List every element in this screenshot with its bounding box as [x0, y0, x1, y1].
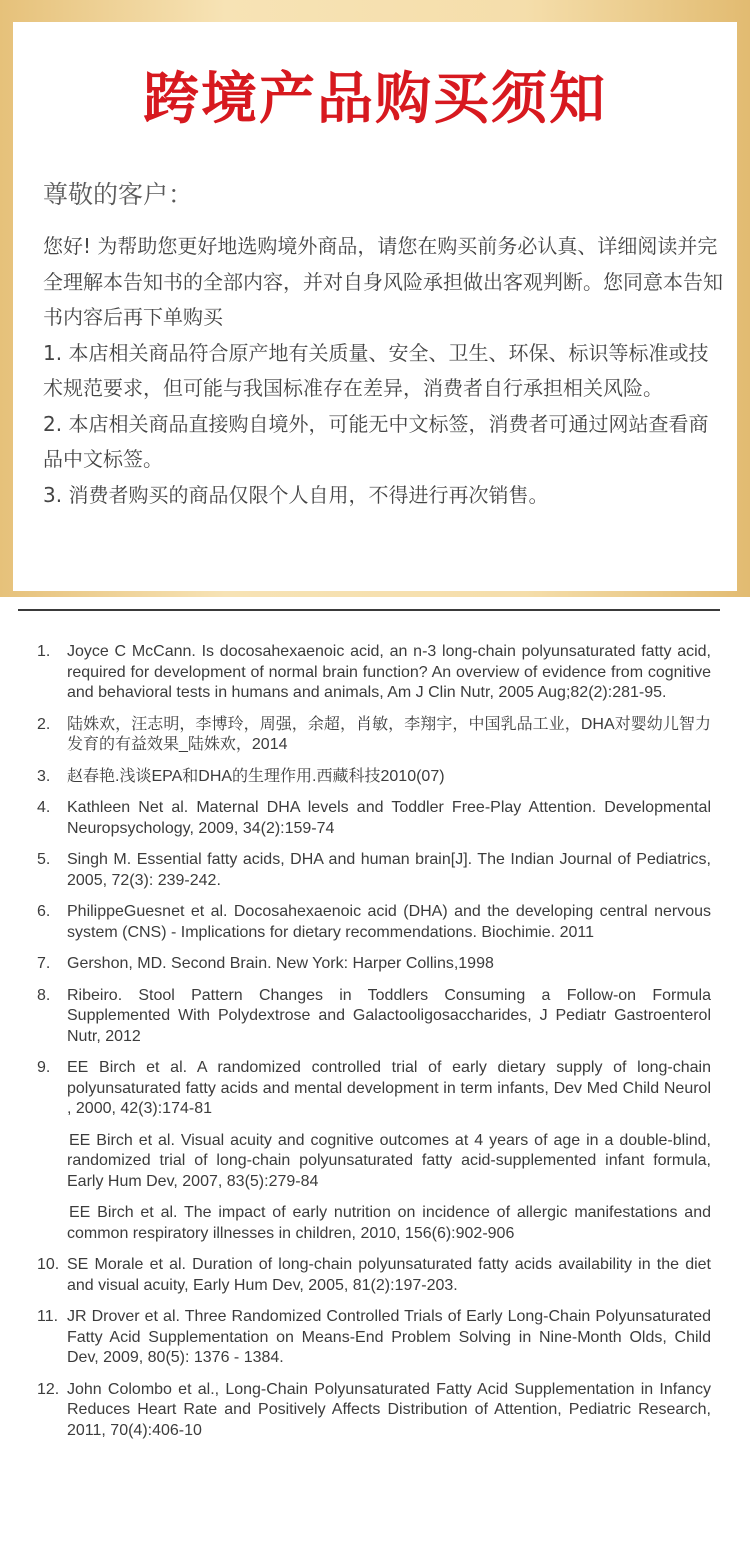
reference-item: [37, 1255, 711, 1296]
reference-item: [37, 1058, 711, 1244]
reference-text: EE Birch et al. A randomized controlled trial of early dietary supply of long-chain polyunsaturated fatty acids and mental development in term infants, Dev Med Child Neurol , 2000, 42(3):174-81: [67, 1059, 711, 1117]
reference-item: [37, 954, 711, 975]
reference-number: 5.: [37, 851, 51, 868]
reference-number: 10.: [37, 1256, 60, 1273]
notice-greeting: 尊敬的客户：: [43, 180, 194, 209]
section-divider: [18, 609, 720, 611]
notice-item: 3. 消费者购买的商品仅限个人自用，不得进行再次销售。: [43, 482, 549, 507]
notice-panel: [0, 0, 750, 597]
reference-text: Kathleen Net al. Maternal DHA levels and Toddler Free-Play Attention. Developmental Neuropsychology, 2009, 34(2):159-74: [67, 799, 711, 837]
reference-item: [37, 798, 711, 839]
reference-text: SE Morale et al. Duration of long-chain polyunsaturated fatty acids availability in the diet and visual acuity, Early Hum Dev, 2005, 81(2):197-203.: [67, 1256, 711, 1294]
reference-item: [37, 1307, 711, 1369]
reference-number: 2.: [37, 715, 51, 733]
notice-body: [43, 229, 723, 513]
notice-intro: 您好! 为帮助您更好地选购境外商品，请您在购买前务必认真、详细阅读并完全理解本告知书的全部内容，并对自身风险承担做出客观判断。您同意本告知书内容后再下单购买: [43, 234, 723, 329]
reference-text: Joyce C McCann. Is docosahexaenoic acid, an n-3 long-chain polyunsaturated fatty acid, required for development of normal brain function? An overview of evidence from cognitive and behavioral tests in humans and animals, Am J Clin Nutr, 2005 Aug;82(2):281-95.: [67, 643, 711, 701]
reference-text: 陆姝欢，汪志明，李博玲，周强，余超，肖敏，李翔宇，中国乳品工业，DHA对婴幼儿智力发育的有益效果_陆姝欢，2014: [67, 715, 711, 753]
reference-list: [37, 642, 711, 1452]
reference-number: 7.: [37, 955, 51, 972]
reference-number: 9.: [37, 1059, 51, 1076]
reference-subentry: EE Birch et al. Visual acuity and cognitive outcomes at 4 years of age in a double-blind, randomized trial of long-chain polyunsaturated fatty acid-supplemented infant formula, Early Hum Dev, 2007, 83(5):279-84: [67, 1131, 711, 1190]
notice-item: 1. 本店相关商品符合原产地有关质量、安全、卫生、环保、标识等标准或技术规范要求，但可能与我国标准存在差异，消费者自行承担相关风险。: [43, 340, 709, 400]
reference-text: 赵春艳.浅谈EPA和DHA的生理作用.西藏科技2010(07): [67, 767, 445, 785]
reference-text: PhilippeGuesnet et al. Docosahexaenoic acid (DHA) and the developing central nervous system (CNS) - Implications for dietary recommendations. Biochimie. 2011: [67, 903, 711, 941]
reference-text: John Colombo et al., Long-Chain Polyunsaturated Fatty Acid Supplementation in Infancy Reduces Heart Rate and Positively Affects Distribution of Attention, Pediatric Research, 2011, 70(4):406-10: [67, 1380, 711, 1439]
notice-card: [13, 22, 737, 591]
reference-item: [37, 902, 711, 943]
reference-item: [37, 715, 711, 756]
reference-text: Ribeiro. Stool Pattern Changes in Toddlers Consuming a Follow-on Formula Supplemented With Polydextrose and Galactooligosaccharides, J Pediatr Gastroenterol Nutr, 2012: [67, 986, 711, 1045]
reference-text: JR Drover et al. Three Randomized Controlled Trials of Early Long-Chain Polyunsaturated Fatty Acid Supplementation on Means-End Problem Solving in Nine-Month Olds, Child Dev, 2009, 80(5): 1376 - 1384.: [67, 1308, 711, 1366]
reference-number: 1.: [37, 643, 51, 660]
reference-text: Gershon, MD. Second Brain. New York: Harper Collins,1998: [67, 955, 494, 972]
reference-number: 12.: [37, 1380, 60, 1398]
reference-subentry: EE Birch et al. The impact of early nutrition on incidence of allergic manifestations and common respiratory illnesses in children, 2010, 156(6):902-906: [67, 1204, 711, 1242]
reference-item: [37, 642, 711, 704]
reference-item: [37, 1380, 711, 1442]
reference-number: 6.: [37, 903, 51, 920]
notice-title: 跨境产品购买须知: [143, 67, 607, 132]
reference-item: [37, 767, 711, 788]
notice-item: 2. 本店相关商品直接购自境外，可能无中文标签，消费者可通过网站查看商品中文标签。: [43, 411, 709, 471]
reference-number: 8.: [37, 986, 51, 1004]
reference-item: [37, 986, 711, 1048]
reference-number: 11.: [37, 1308, 59, 1325]
reference-number: 4.: [37, 799, 51, 816]
reference-text: Singh M. Essential fatty acids, DHA and human brain[J]. The Indian Journal of Pediatrics, 2005, 72(3): 239-242.: [67, 851, 711, 889]
reference-number: 3.: [37, 767, 51, 785]
reference-item: [37, 850, 711, 891]
